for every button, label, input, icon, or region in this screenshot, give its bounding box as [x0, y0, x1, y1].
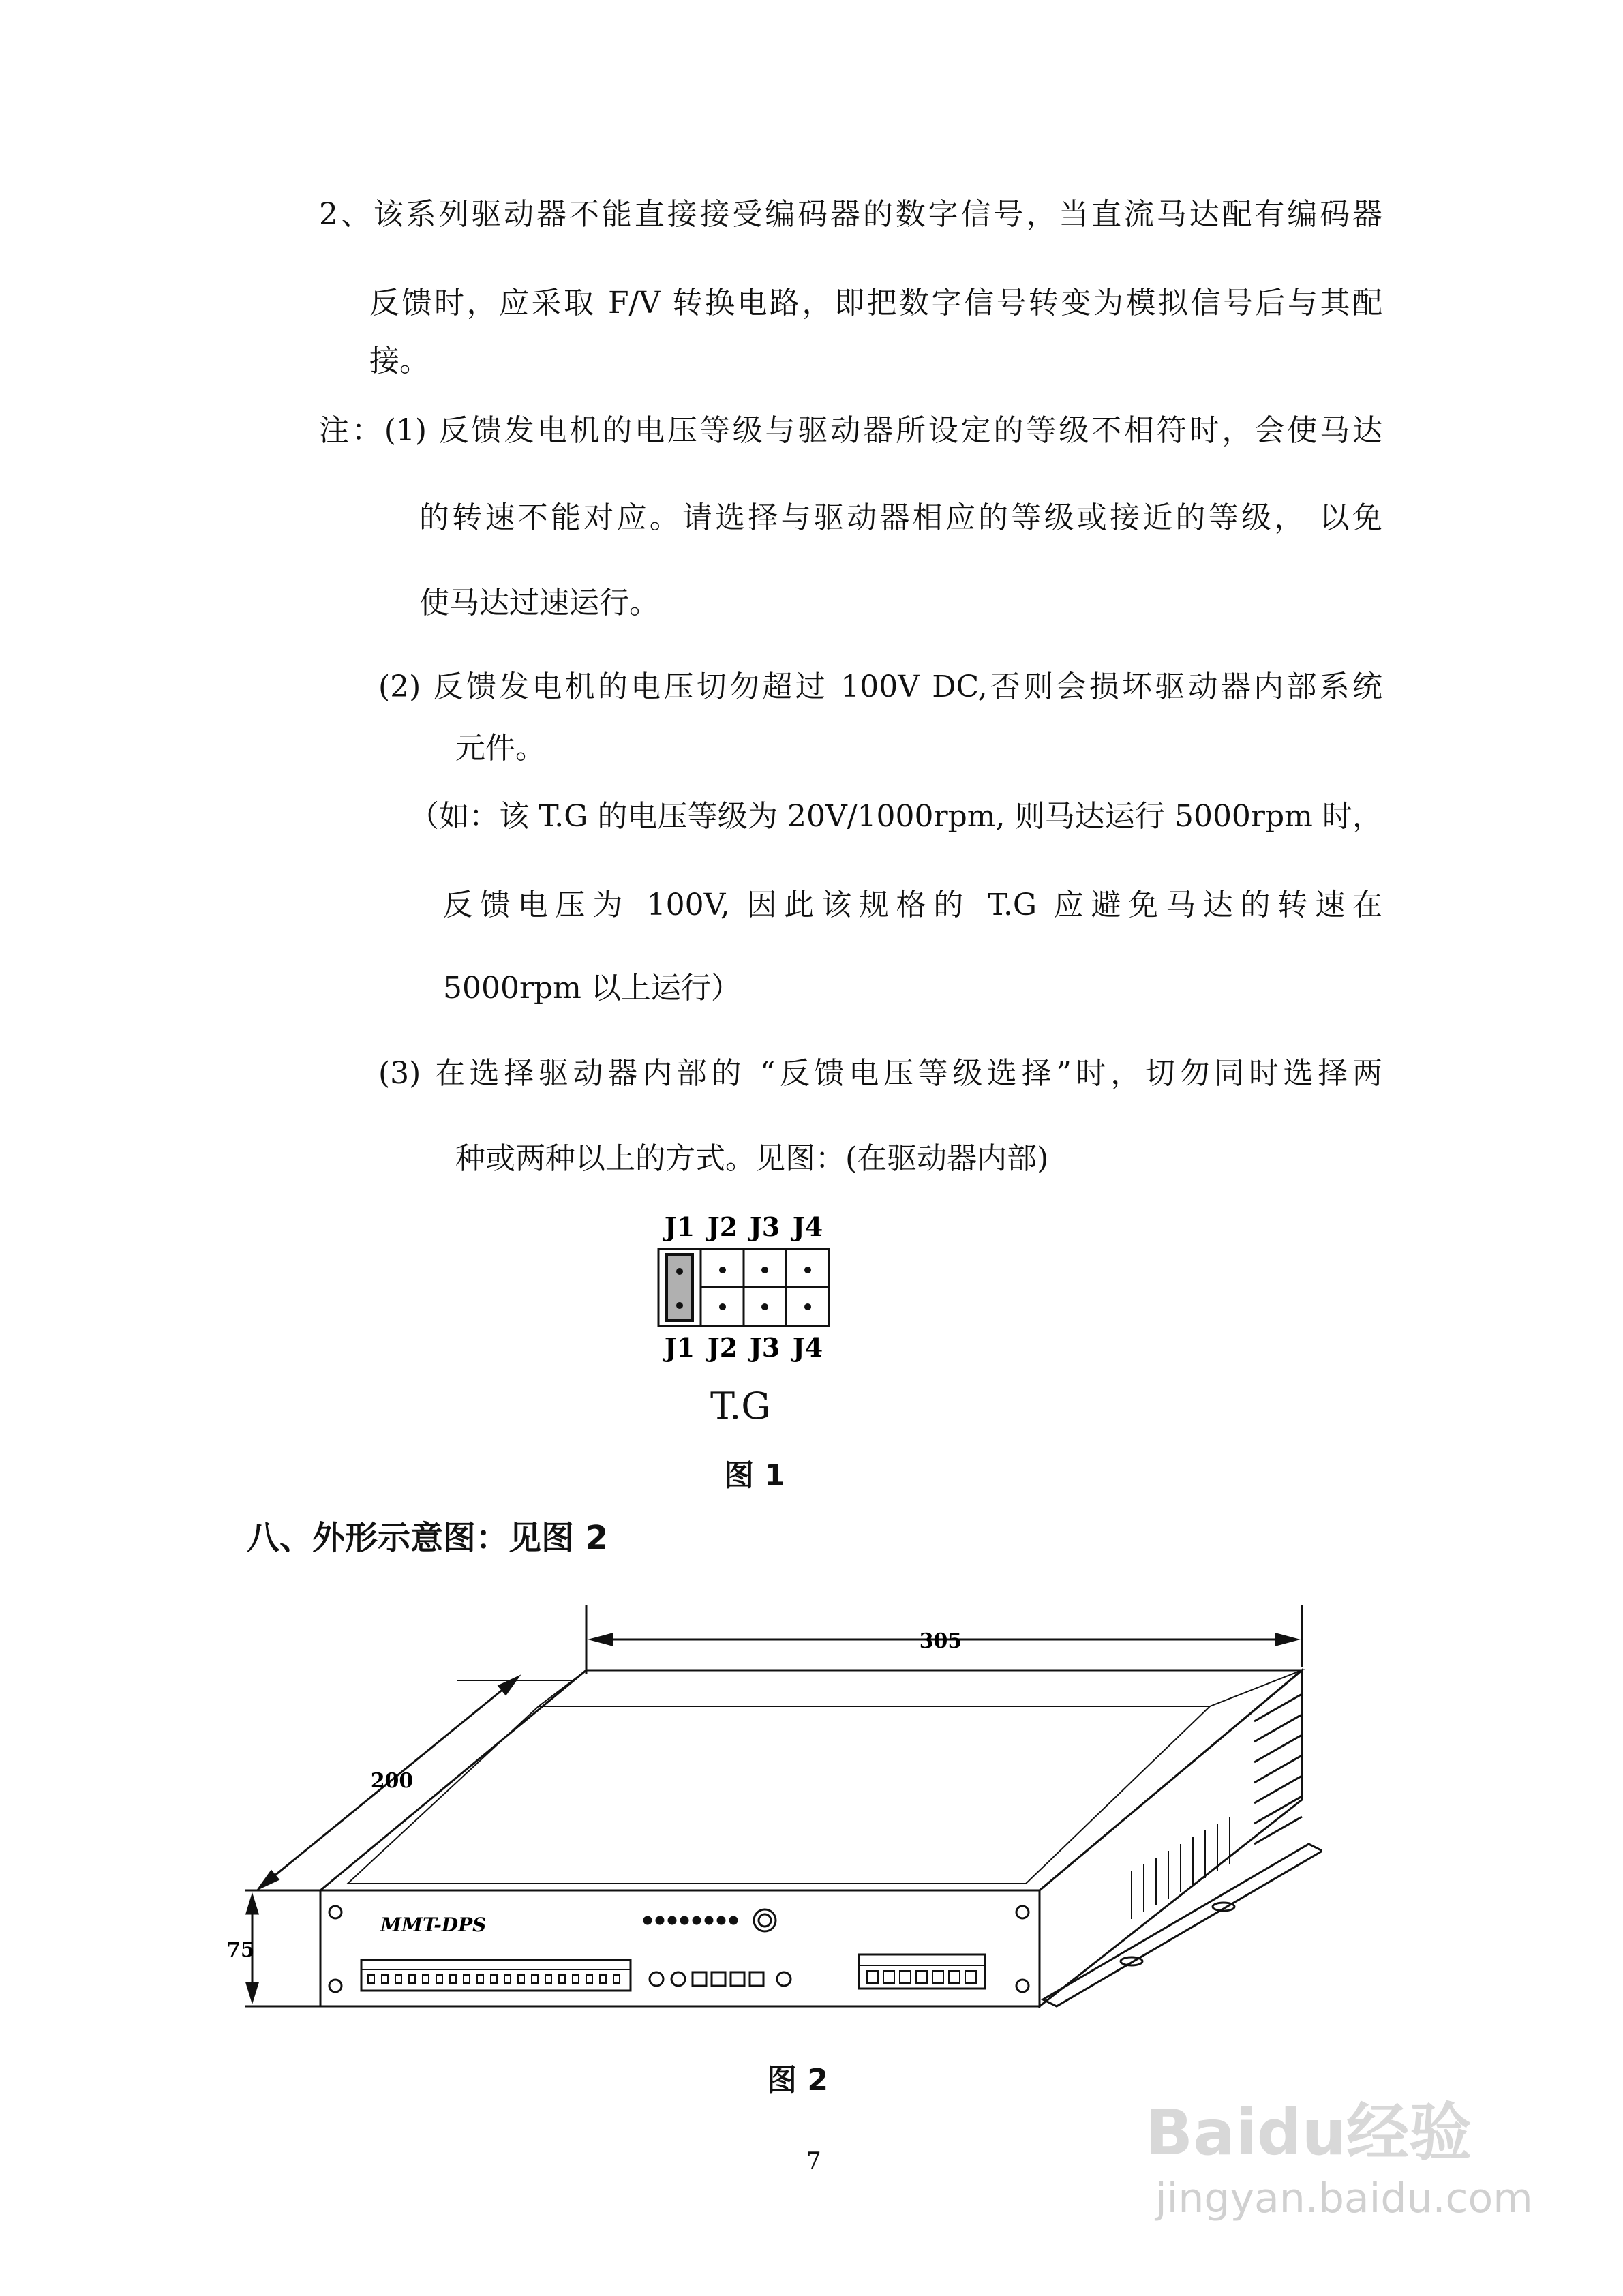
note1-line1: 注：(1) 反馈发电机的电压等级与驱动器所设定的等级不相符时，会使马达 [319, 413, 1382, 448]
example-line3: 5000rpm 以上运行） [443, 971, 741, 1006]
watermark-brand: Baidu经验 [1145, 2096, 1472, 2169]
note1-line2: 的转速不能对应。请选择与驱动器相应的等级或接近的等级， 以免 [419, 500, 1382, 535]
note3-line2: 种或两种以上的方式。见图：(在驱动器内部) [455, 1141, 1049, 1176]
enclosure-drawing [218, 1599, 1322, 2035]
note2-line2: 元件。 [455, 731, 545, 766]
dim-height-label: 75 [226, 1938, 255, 1962]
jumper-label-bottom-j4: J4 [792, 1332, 823, 1363]
note3-line1: (3) 在选择驱动器内部的 “反馈电压等级选择”时，切勿同时选择两 [378, 1056, 1382, 1091]
example-line1: （如：该 T.G 的电压等级为 20V/1000rpm, 则马达运行 5000rpm 时， [409, 799, 1382, 834]
dim-depth-label: 200 [370, 1769, 414, 1793]
model-label: MMT-DPS [380, 1914, 487, 1936]
figure2-caption: 图 2 [767, 2063, 828, 2098]
jumper-label-bottom-j3: J3 [749, 1332, 780, 1363]
dim-width-label: 305 [919, 1629, 962, 1653]
figure1-caption: 图 1 [724, 1458, 785, 1493]
section8-heading: 八、外形示意图：见图 2 [247, 1519, 609, 1557]
note2-line1: (2) 反馈发电机的电压切勿超过 100V DC,否则会损坏驱动器内部系统 [378, 669, 1382, 704]
jumper-label-top-j2: J2 [707, 1211, 738, 1242]
item2-line1: 2、该系列驱动器不能直接接受编码器的数字信号，当直流马达配有编码器 [319, 197, 1382, 232]
jumper-cap-j1 [667, 1254, 693, 1320]
jumper-label-top-j3: J3 [749, 1211, 780, 1242]
page-number: 7 [806, 2147, 821, 2175]
item2-line2: 反馈时，应采取 F/V 转换电路，即把数字信号转变为模拟信号后与其配 [369, 286, 1382, 320]
jumper-label-bottom-j1: J1 [664, 1332, 695, 1363]
example-line2: 反馈电压为 100V, 因此该规格的 T.G 应避免马达的转速在 [443, 888, 1382, 922]
watermark-url: jingyan.baidu.com [1155, 2175, 1533, 2222]
jumper-label-top-j1: J1 [664, 1211, 695, 1242]
tg-label: T.G [710, 1385, 771, 1428]
jumper-diagram [654, 1210, 859, 1363]
jumper-label-top-j4: J4 [792, 1211, 823, 1242]
jumper-label-bottom-j2: J2 [707, 1332, 738, 1363]
note1-line3: 使马达过速运行。 [419, 586, 659, 620]
item2-line3: 接。 [369, 344, 429, 378]
